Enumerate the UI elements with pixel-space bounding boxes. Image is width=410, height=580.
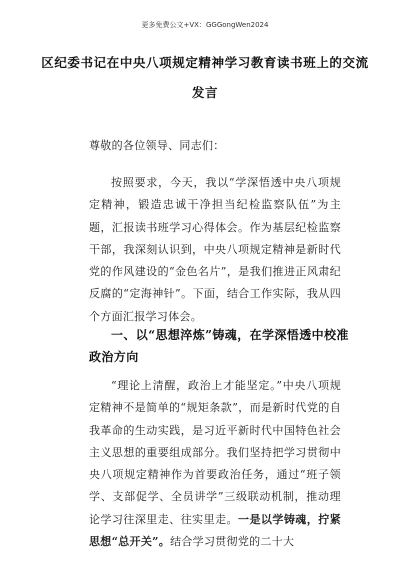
document-title: 区纪委书记在中央八项规定精神学习教育读书班上的交流发言 bbox=[41, 55, 369, 100]
header-note: 更多免费公文+VX：GGGongWen2024 bbox=[141, 21, 269, 29]
paragraph-body bbox=[89, 375, 341, 553]
paragraph-body-text: “理论上清醒，政治上才能坚定。”中央八项规定精神不是简单的“规矩条款”，而是新时代党的自我革命的生动实践，是习近平新时代中国特色社会主义思想的重要组成部分。我们坚持把学习贯彻中央八项规定精神作为首要政治任务，通过“班子领学、支部促学、全员讲学”三级联动机制，推动理论学习往深里走、往实里走。 bbox=[89, 379, 341, 526]
salutation: 尊敬的各位领导、同志们： bbox=[89, 139, 225, 152]
paragraph-body-text-continued: 结合学习贯彻党的二十大 bbox=[170, 535, 295, 549]
section-heading: 一、以“思想淬炼”铸魂，在学深悟透中校准政治方向 bbox=[89, 328, 349, 364]
paragraph-intro: 按照要求，今天，我以“学深悟透中央八项规定精神，锻造忠诚干净担当纪检监察队伍”为主题，汇报读书班学习心得体会。作为基层纪检监察干部，我深刻认识到，中央八项规定精神是新时代党的作风建设的“金色名片”，是我们推进正风肃纪反腐的“定海神针”。下面，结合工作实际，我从四个方面汇报学习体会。 bbox=[89, 176, 341, 323]
paragraph-body-bold-point: 一是以学铸魂，拧紧思想“总开关”。 bbox=[89, 512, 341, 549]
